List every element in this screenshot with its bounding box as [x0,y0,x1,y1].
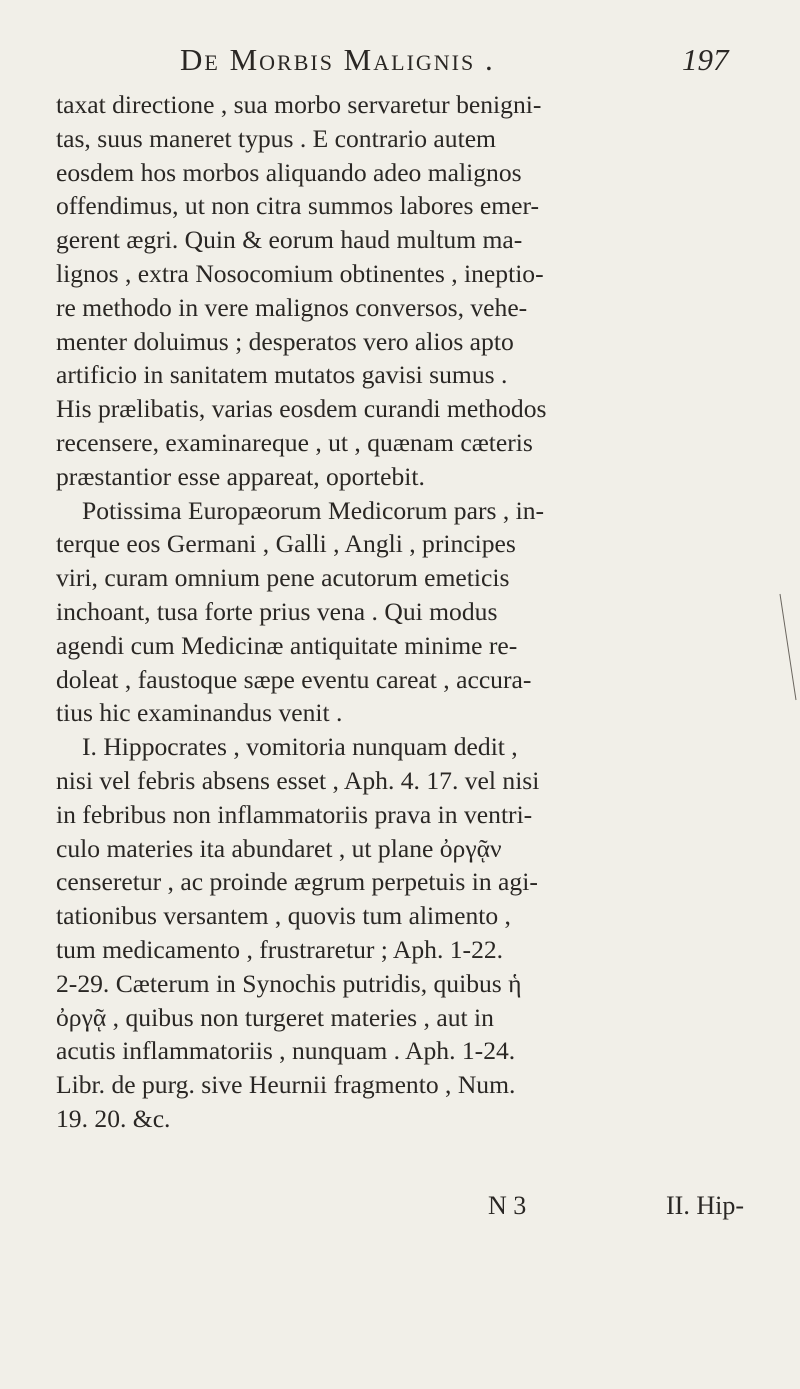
catchword: II. Hip- [666,1191,744,1220]
text-line: agendi cum Medicinæ antiquitate minime re- [56,630,518,660]
text-line: censeretur , ac proinde ægrum perpetuis in agi- [56,867,538,897]
text-line: ὀργᾷ , quibus non turgeret materies , aut in [56,1002,494,1032]
body-text [56,88,768,1136]
text-line: tas, suus maneret typus . E contrario autem [56,123,496,153]
margin-pencil-mark [778,592,798,702]
text-line: acutis inflammatoriis , nunquam . Aph. 1-24. [56,1036,516,1066]
page-footer [0,1191,800,1225]
text-line: præstantior esse appareat, oportebit. [56,461,425,491]
text-line: artificio in sanitatem mutatos gavisi sumus . [56,360,508,390]
text-line: Libr. de purg. sive Heurnii fragmento , Num. [56,1070,516,1100]
text-line: culo materies ita abundaret , ut plane ὀργᾷν [56,833,502,863]
text-line: His prælibatis, varias eosdem curandi methodos [56,394,547,424]
page-header [0,42,800,88]
text-line: menter doluimus ; desperatos vero alios apto [56,326,514,356]
text-line: 2-29. Cæterum in Synochis putridis, quibus ἡ [56,968,522,998]
text-line: terque eos Germani , Galli , Angli , principes [56,529,516,559]
text-line: doleat , faustoque sæpe eventu careat , accura- [56,664,532,694]
signature-mark: N 3 [488,1191,527,1220]
text-line: tum medicamento , frustraretur ; Aph. 1-22. [56,934,504,964]
page-number: 197 [682,42,729,77]
text-line: viri, curam omnium pene acutorum emeticis [56,563,510,593]
text-line: eosdem hos morbos aliquando adeo malignos [56,157,522,187]
text-line: tius hic examinandus venit . [56,698,343,728]
text-line: 19. 20. &c. [56,1103,171,1133]
text-line: recensere, examinareque , ut , quænam cæteris [56,427,533,457]
text-line: gerent ægri. Quin & eorum haud multum ma- [56,225,523,255]
running-head: De Morbis Malignis . [180,42,495,77]
text-line: taxat directione , sua morbo servaretur benigni- [56,90,542,119]
text-line: offendimus, ut non citra summos labores emer- [56,191,540,221]
text-line: lignos , extra Nosocomium obtinentes , ineptio- [56,258,544,288]
paragraph-start-line: Potissima Europæorum Medicorum pars , in- [82,495,545,525]
text-line: inchoant, tusa forte prius vena . Qui modus [56,596,498,626]
text-line: in febribus non inflammatoriis prava in ventri- [56,799,533,829]
paragraph-start-line: I. Hippocrates , vomitoria nunquam dedit , [82,732,518,762]
text-line: re methodo in vere malignos conversos, vehe- [56,292,528,322]
text-line: nisi vel febris absens esset , Aph. 4. 17. vel nisi [56,765,540,795]
text-line: tationibus versantem , quovis tum alimento , [56,901,511,931]
